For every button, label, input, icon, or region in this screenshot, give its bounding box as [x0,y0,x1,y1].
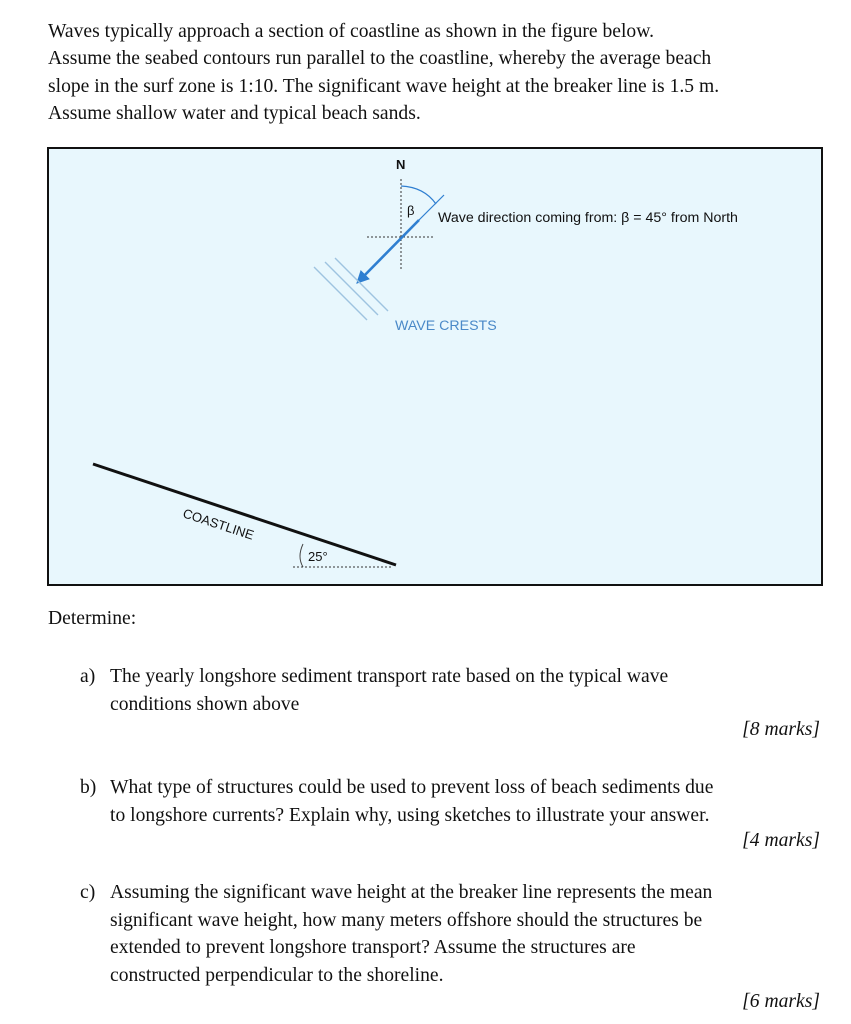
question-label: c) [80,882,96,903]
question-line: conditions shown above [110,693,300,715]
question-text [110,663,668,718]
coastline-diagram [49,149,821,584]
question-line: Assuming the significant wave height at the breaker line represents the mean [110,882,713,903]
coast-angle-label: 25° [308,549,328,564]
coastline-figure [47,147,823,586]
marks-b: [4 marks] [742,830,820,851]
wave-crest-line [335,258,388,311]
beta-label: β [407,203,415,218]
determine-label: Determine: [48,608,137,629]
intro-line: slope in the surf zone is 1:10. The significant wave height at the breaker line is 1.5 m. [48,75,720,97]
intro-line: Waves typically approach a section of coastline as shown in the figure below. [48,21,654,42]
wave-direction-label: Wave direction coming from: β = 45° from North [438,210,738,226]
wave-crest-line [314,267,367,320]
beta-angle-arc [401,186,436,204]
question-line: extended to prevent longshore transport? Assume the structures are [110,937,636,959]
marks-c: [6 marks] [742,991,820,1012]
question-text [110,879,712,989]
question-label: b) [80,777,97,798]
question-label: a) [80,666,96,687]
north-label: N [396,157,406,172]
intro-line: Assume shallow water and typical beach sands. [48,103,421,125]
problem-intro [48,18,838,128]
coastline-line [93,464,396,565]
coast-angle-arc [300,544,303,567]
marks-a: [8 marks] [742,719,820,740]
question-line: constructed perpendicular to the shoreline. [110,964,444,986]
intro-line: Assume the seabed contours run parallel to the coastline, whereby the average beach [48,48,712,70]
question-line: significant wave height, how many meters offshore should the structures be [110,909,703,931]
question-line: What type of structures could be used to prevent loss of beach sediments due [110,777,714,798]
question-text [110,774,713,829]
question-line: to longshore currents? Explain why, using sketches to illustrate your answer. [110,804,710,826]
wave-crests-label: WAVE CRESTS [395,318,497,334]
coastline-label: COASTLINE [181,505,256,543]
wave-direction-arrow [358,220,419,282]
question-line: The yearly longshore sediment transport rate based on the typical wave [110,666,669,687]
